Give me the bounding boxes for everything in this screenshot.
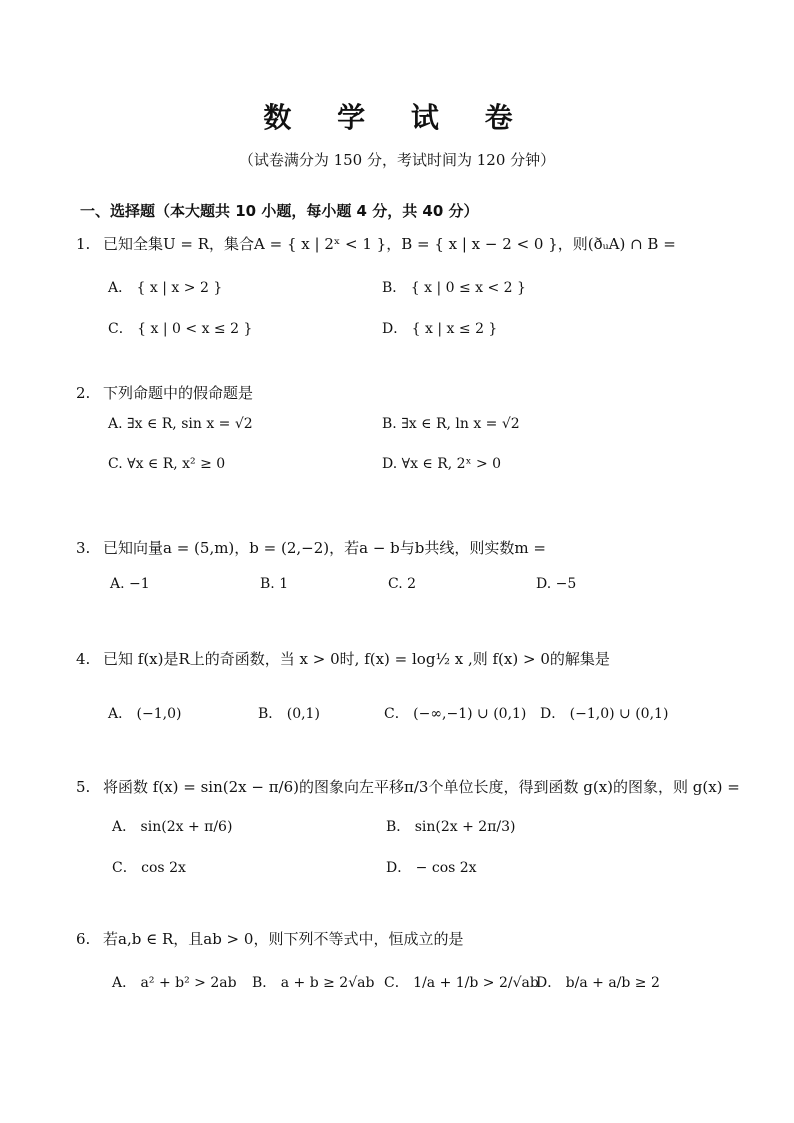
question-1-option-a: A． { x | x > 2 } <box>108 280 223 296</box>
question-5-option-c: C． cos 2x <box>112 860 186 876</box>
question-3-option-b: B. 1 <box>260 576 289 592</box>
question-1-option-d: D． { x | x ≤ 2 } <box>382 321 498 337</box>
question-number: 2. <box>76 384 91 402</box>
question-6-option-b: B． a + b ≥ 2√ab <box>252 975 375 991</box>
question-stem: 下列命题中的假命题是 <box>103 384 254 402</box>
question-number: 3. <box>76 539 91 557</box>
question-number: 5. <box>76 778 91 796</box>
question-6 <box>76 928 463 950</box>
question-2 <box>76 382 253 404</box>
question-3-option-c: C. 2 <box>388 576 417 592</box>
question-3-option-a: A. −1 <box>110 576 150 592</box>
question-4-option-c: C． (−∞,−1) ∪ (0,1) <box>384 706 527 722</box>
page-title: 数 学 试 卷 <box>263 101 531 134</box>
question-2-option-d: D. ∀x ∈ R, 2ˣ > 0 <box>382 456 502 472</box>
question-4-option-a: A． (−1,0) <box>108 706 182 722</box>
question-2-option-b: B. ∃x ∈ R, ln x = √2 <box>382 416 520 432</box>
question-1-option-b: B． { x | 0 ≤ x < 2 } <box>382 280 526 296</box>
question-3-option-d: D. −5 <box>536 576 577 592</box>
question-stem: 已知向量a = (5,m)，b = (2,−2)，若a − b与b共线，则实数m = <box>103 539 546 557</box>
question-4-option-b: B． (0,1) <box>258 706 320 722</box>
question-6-option-d: D． b/a + a/b ≥ 2 <box>536 975 660 991</box>
question-number: 1. <box>76 235 91 253</box>
section-heading: 一、选择题（本大题共 10 小题，每小题 4 分，共 40 分） <box>80 202 479 220</box>
question-6-option-c: C． 1/a + 1/b > 2/√ab <box>384 975 539 991</box>
question-stem: 若a,b ∈ R，且ab > 0，则下列不等式中，恒成立的是 <box>103 930 464 948</box>
question-number: 6. <box>76 930 91 948</box>
question-1-option-c: C． { x | 0 < x ≤ 2 } <box>108 321 253 337</box>
question-5 <box>76 776 740 798</box>
question-stem: 将函数 f(x) = sin(2x − π/6)的图象向左平移π/3个单位长度，得到函数 g(x)的图象，则 g(x) = <box>103 778 740 796</box>
question-2-option-c: C. ∀x ∈ R, x² ≥ 0 <box>108 456 226 472</box>
question-5-option-d: D． − cos 2x <box>386 860 477 876</box>
question-5-option-a: A． sin(2x + π/6) <box>112 819 233 835</box>
question-6-option-a: A． a² + b² > 2ab <box>112 975 237 991</box>
question-4-option-d: D． (−1,0) ∪ (0,1) <box>540 706 669 722</box>
question-3 <box>76 537 546 559</box>
question-stem: 已知 f(x)是R上的奇函数，当 x > 0时, f(x) = log½ x ,则 f(x) > 0的解集是 <box>103 650 610 668</box>
question-5-option-b: B． sin(2x + 2π/3) <box>386 819 516 835</box>
exam-subtitle: （试卷满分为 150 分，考试时间为 120 分钟） <box>238 151 556 169</box>
question-stem: 已知全集U = R，集合A = { x | 2ˣ < 1 }，B = { x | x − 2 < 0 }，则(ðᵤA) ∩ B = <box>103 235 676 253</box>
question-1 <box>76 233 676 255</box>
question-4 <box>76 648 610 670</box>
question-2-option-a: A. ∃x ∈ R, sin x = √2 <box>108 416 253 432</box>
question-number: 4. <box>76 650 91 668</box>
